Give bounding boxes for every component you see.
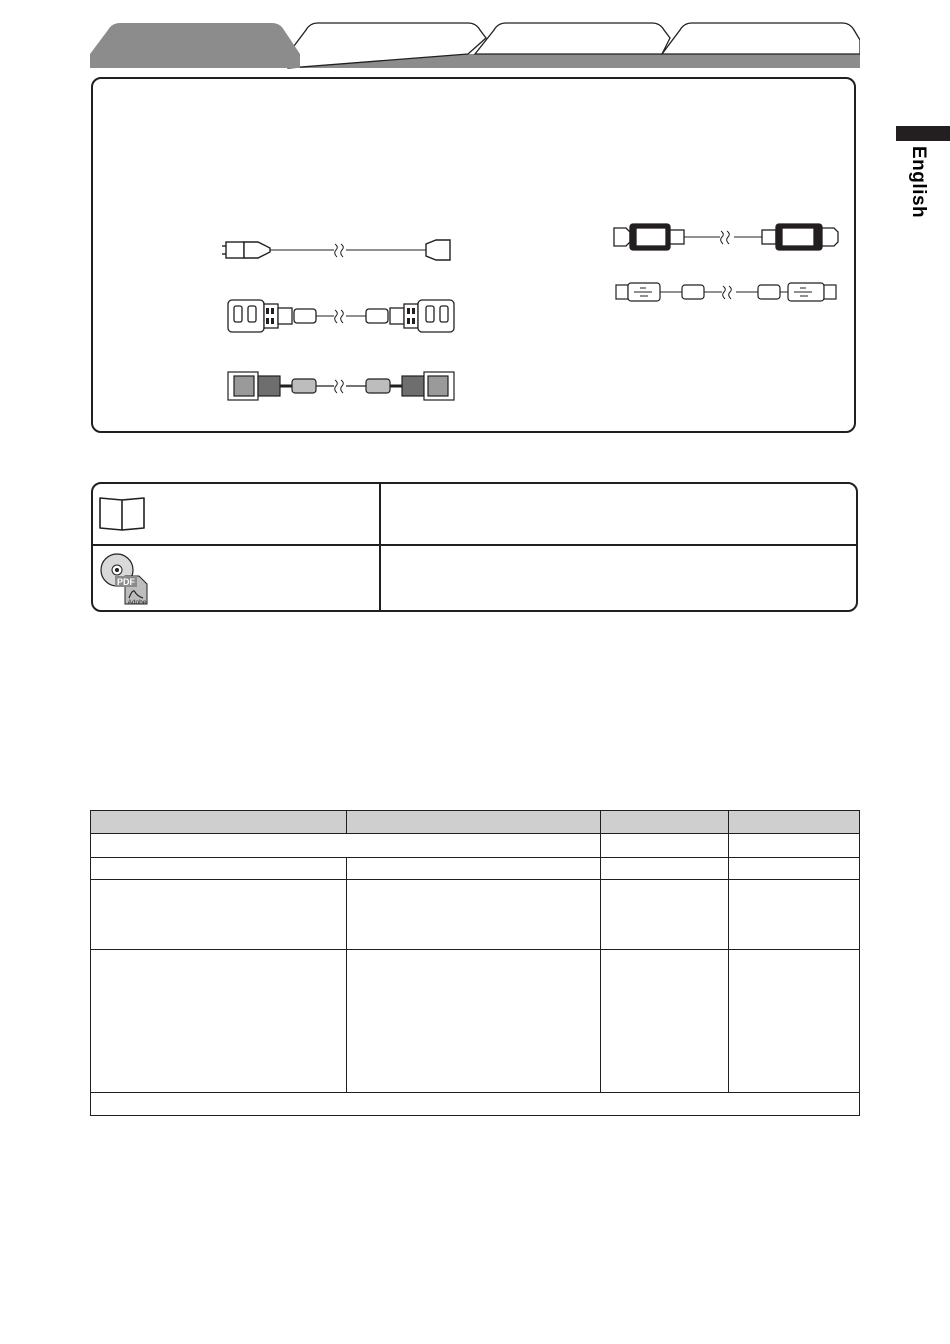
table-header-row	[91, 811, 860, 834]
package-contents-box	[91, 77, 856, 433]
table-cell	[347, 950, 601, 1093]
table-row	[91, 880, 860, 950]
table-row	[91, 858, 860, 880]
tab-3[interactable]	[475, 23, 670, 54]
table-cell	[601, 880, 729, 950]
table-row	[91, 834, 860, 858]
table-cell	[729, 950, 860, 1093]
table-cell	[91, 950, 347, 1093]
table-cell	[347, 880, 601, 950]
table-cell	[91, 858, 347, 880]
language-tab-label: English	[908, 146, 929, 219]
spec-table	[90, 810, 860, 1116]
manual-table-divider	[379, 484, 381, 610]
table-header-cell	[601, 811, 729, 834]
table-header-cell	[91, 811, 347, 834]
table-cell	[729, 858, 860, 880]
table-row	[91, 950, 860, 1093]
table-cell	[91, 880, 347, 950]
table-cell	[601, 950, 729, 1093]
dvi-cable-icon	[226, 294, 456, 338]
displayport-cable-icon	[612, 220, 842, 252]
dsub-cable-icon	[226, 366, 456, 406]
pdf-badge-label: PDF	[117, 577, 135, 587]
tab-4[interactable]	[662, 23, 860, 54]
adobe-badge-label: Adobe	[127, 599, 147, 606]
chapter-tab-bar	[90, 20, 860, 70]
table-cell	[729, 880, 860, 950]
usb-cable-icon	[612, 280, 842, 304]
table-cell	[601, 858, 729, 880]
table-row	[91, 1093, 860, 1116]
tab-1-active[interactable]	[90, 23, 300, 68]
manual-table-box	[91, 482, 858, 612]
book-icon	[98, 494, 148, 534]
table-cell	[601, 834, 729, 858]
table-header-cell	[347, 811, 601, 834]
manual-table-row-divider	[93, 544, 856, 546]
cd-pdf-icon	[99, 552, 151, 606]
table-cell	[729, 834, 860, 858]
table-cell	[347, 858, 601, 880]
language-tab-bar	[896, 126, 950, 141]
table-header-cell	[729, 811, 860, 834]
table-cell	[91, 834, 601, 858]
table-footer-cell	[91, 1093, 860, 1116]
power-cord-icon	[222, 238, 454, 264]
